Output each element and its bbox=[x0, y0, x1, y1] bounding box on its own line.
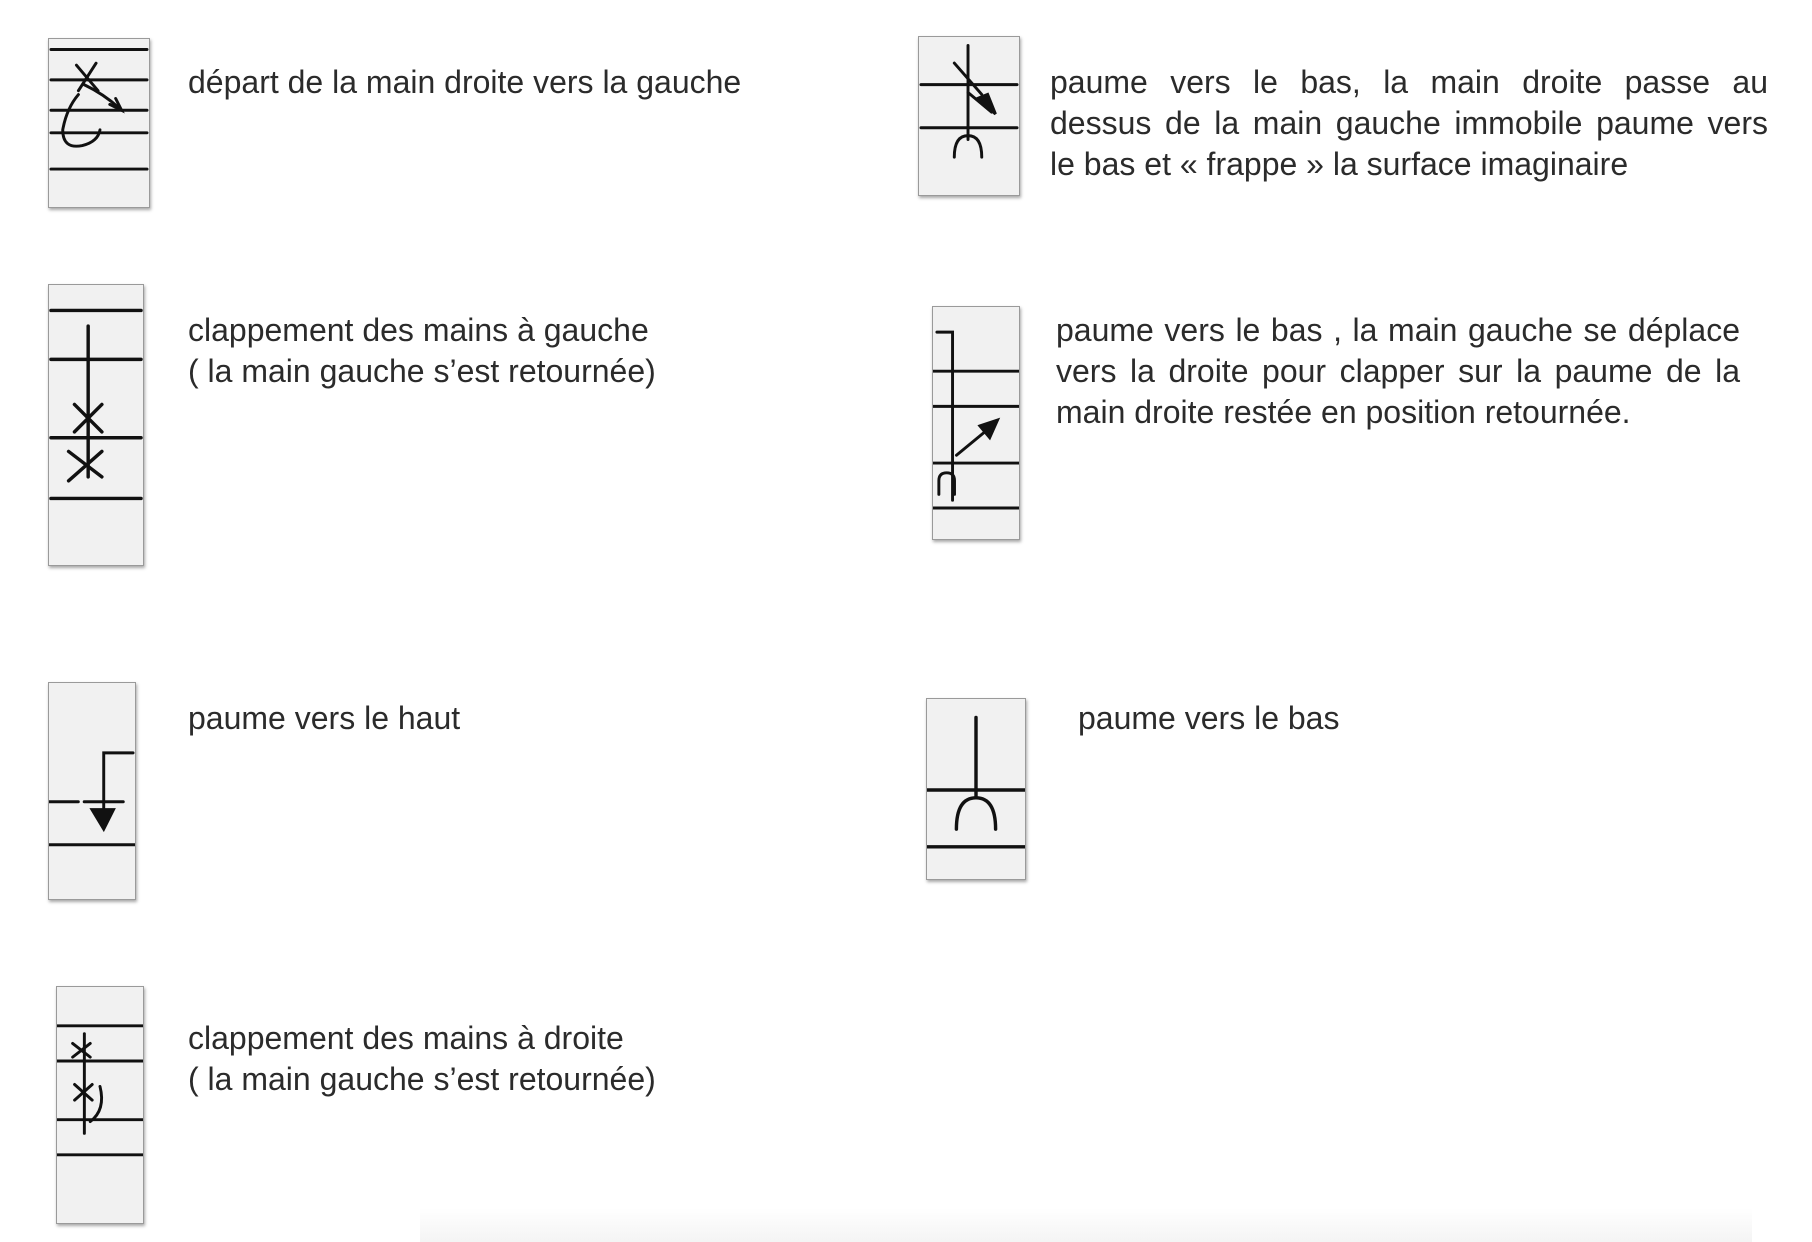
notation-paume-haut bbox=[48, 682, 136, 900]
paume-bas-symbol-icon bbox=[927, 699, 1025, 879]
description-depart: départ de la main droite vers la gauche bbox=[188, 64, 742, 100]
notation-clap-droite bbox=[56, 986, 144, 1224]
description-clap-droite-paume: paume vers le bas , la main gauche se déplace vers la droite pour clapper sur la paume de la main droite restée en position retournée. bbox=[1056, 312, 1740, 430]
notation-depart-main-droite bbox=[48, 38, 150, 208]
paume-haut-symbol-icon bbox=[49, 683, 135, 899]
clap-droite-symbol-icon bbox=[57, 987, 143, 1223]
clap-droite-paume-symbol-icon bbox=[933, 307, 1019, 539]
notation-clap-droite-paume bbox=[932, 306, 1020, 540]
frappe-symbol-icon bbox=[919, 37, 1019, 195]
clap-gauche-symbol-icon bbox=[49, 285, 143, 565]
notation-paume-bas bbox=[926, 698, 1026, 880]
description-frappe: paume vers le bas, la main droite passe au dessus de la main gauche immobile paume vers le bas et « frappe » la surface imaginaire bbox=[1050, 64, 1768, 182]
depart-symbol-icon bbox=[49, 39, 149, 207]
notation-frappe bbox=[918, 36, 1020, 196]
description-clap-gauche: clappement des mains à gauche ( la main gauche s’est retournée) bbox=[188, 312, 656, 389]
notation-clap-gauche bbox=[48, 284, 144, 566]
bottom-shading bbox=[420, 1208, 1752, 1242]
description-clap-droite: clappement des mains à droite ( la main gauche s’est retournée) bbox=[188, 1020, 656, 1097]
description-paume-haut: paume vers le haut bbox=[188, 700, 461, 736]
description-paume-bas: paume vers le bas bbox=[1078, 700, 1340, 736]
